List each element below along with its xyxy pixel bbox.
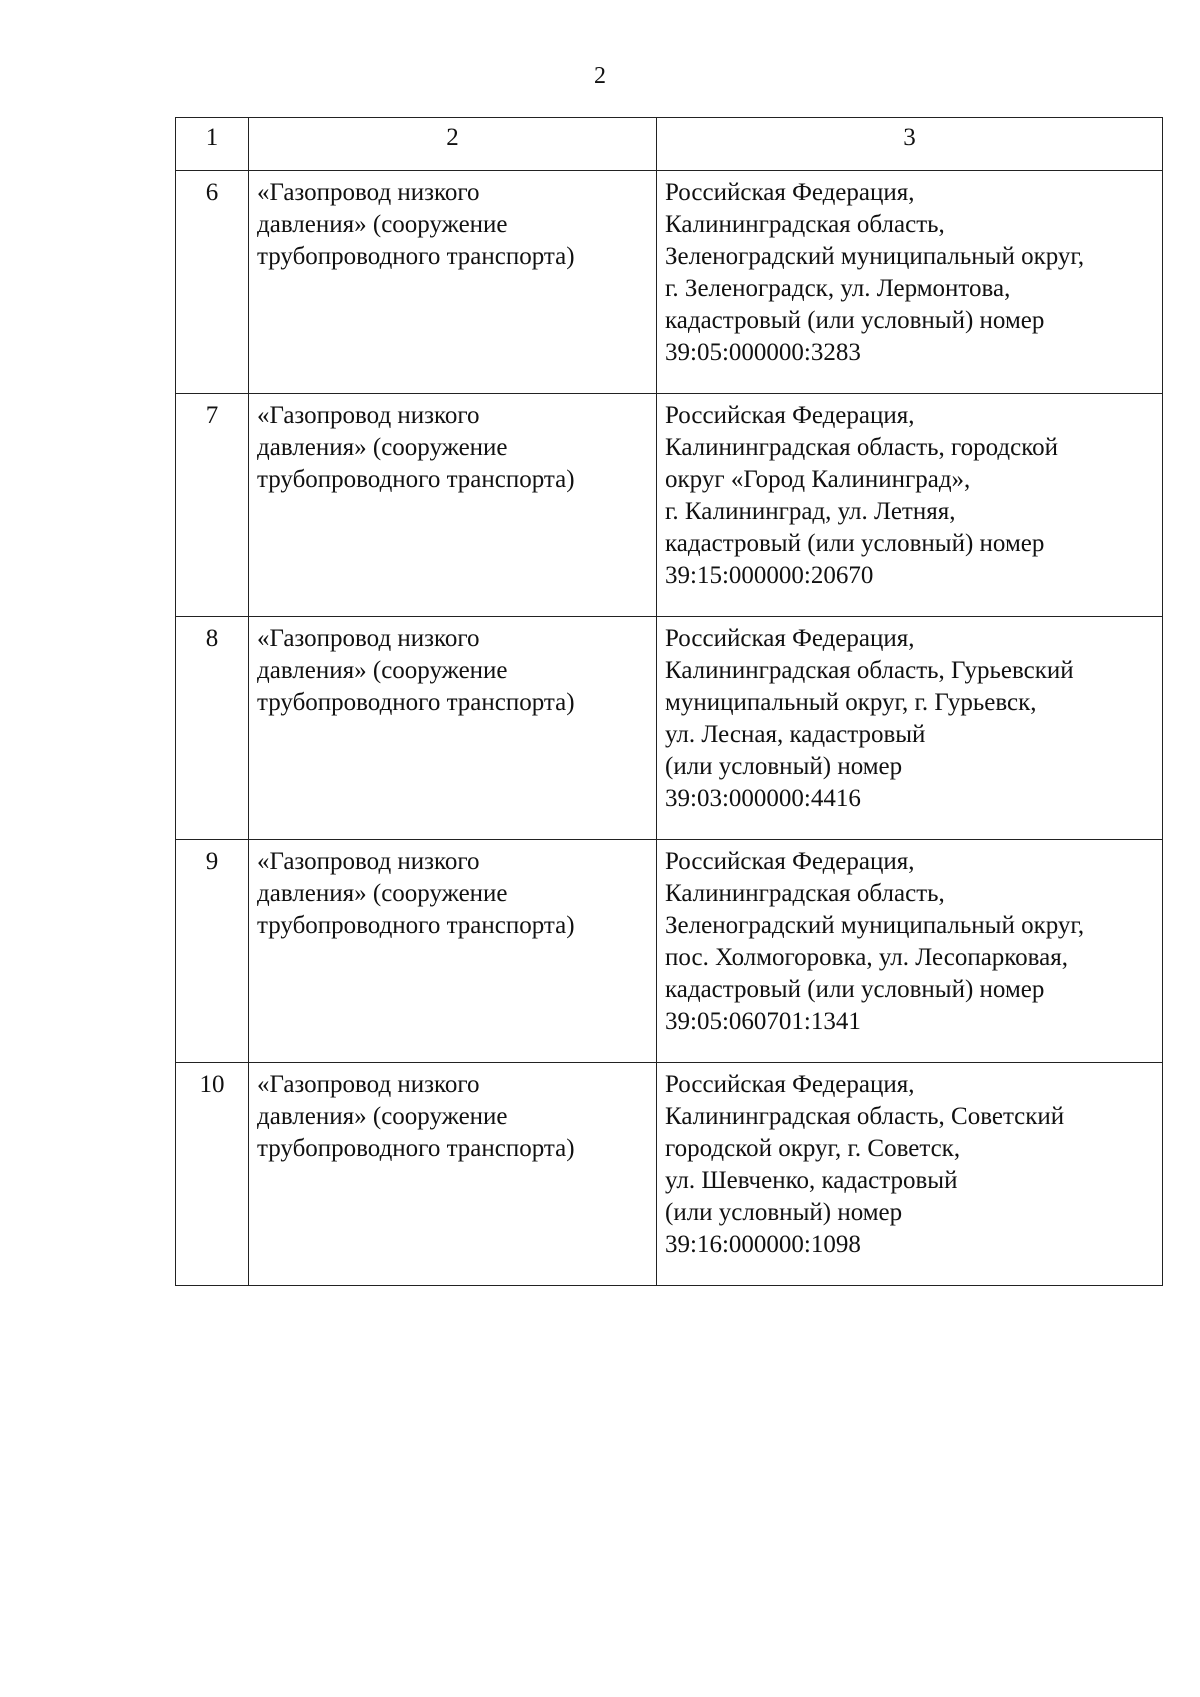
address-line: г. Зеленоградск, ул. Лермонтова, (665, 275, 1011, 302)
column-header-1: 1 (176, 118, 249, 171)
object-description (249, 171, 657, 394)
description-line: «Газопровод низкого (257, 179, 480, 206)
object-address (657, 171, 1163, 394)
address-line: ул. Лесная, кадастровый (665, 721, 926, 748)
description-line: «Газопровод низкого (257, 848, 480, 875)
object-address (657, 840, 1163, 1063)
address-line: Зеленоградский муниципальный округ, (665, 912, 1085, 939)
address-line: Российская Федерация, (665, 848, 915, 875)
address-line: (или условный) номер (665, 1199, 903, 1226)
column-header-2: 2 (249, 118, 657, 171)
description-line: «Газопровод низкого (257, 1071, 480, 1098)
address-line: Российская Федерация, (665, 179, 915, 206)
address-line: Зеленоградский муниципальный округ, (665, 243, 1085, 270)
description-line: давления» (сооружение (257, 880, 508, 907)
address-line: кадастровый (или условный) номер (665, 307, 1045, 334)
address-line: Калининградская область, городской (665, 434, 1059, 461)
address-line: кадастровый (или условный) номер (665, 530, 1045, 557)
cadastral-number: 39:05:000000:3283 (665, 339, 861, 366)
object-address (657, 617, 1163, 840)
object-description (249, 840, 657, 1063)
cadastral-number: 39:15:000000:20670 (665, 562, 874, 589)
description-line: трубопроводного транспорта) (257, 1135, 575, 1162)
description-line: трубопроводного транспорта) (257, 689, 575, 716)
table-row (176, 840, 1163, 1063)
table-row (176, 394, 1163, 617)
row-number: 10 (176, 1063, 249, 1286)
cadastral-number: 39:16:000000:1098 (665, 1231, 861, 1258)
address-line: г. Калининград, ул. Летняя, (665, 498, 956, 525)
row-number: 8 (176, 617, 249, 840)
page-number: 2 (594, 63, 606, 89)
address-line: городской округ, г. Советск, (665, 1135, 961, 1162)
table-row (176, 617, 1163, 840)
table-row (176, 1063, 1163, 1286)
cadastral-number: 39:05:060701:1341 (665, 1008, 861, 1035)
column-header-3: 3 (657, 118, 1163, 171)
object-description (249, 617, 657, 840)
address-line: Российская Федерация, (665, 1071, 915, 1098)
address-line: округ «Город Калининград», (665, 466, 971, 493)
address-line: Калининградская область, Гурьевский (665, 657, 1074, 684)
address-line: Российская Федерация, (665, 402, 915, 429)
description-line: давления» (сооружение (257, 657, 508, 684)
cadastral-number: 39:03:000000:4416 (665, 785, 861, 812)
address-line: Российская Федерация, (665, 625, 915, 652)
row-number: 7 (176, 394, 249, 617)
object-description (249, 1063, 657, 1286)
address-line: ул. Шевченко, кадастровый (665, 1167, 958, 1194)
description-line: трубопроводного транспорта) (257, 912, 575, 939)
row-number: 6 (176, 171, 249, 394)
object-description (249, 394, 657, 617)
address-line: Калининградская область, (665, 211, 945, 238)
row-number: 9 (176, 840, 249, 1063)
object-address (657, 1063, 1163, 1286)
address-line: (или условный) номер (665, 753, 903, 780)
address-line: Калининградская область, (665, 880, 945, 907)
description-line: «Газопровод низкого (257, 402, 480, 429)
table-row (176, 171, 1163, 394)
description-line: давления» (сооружение (257, 1103, 508, 1130)
description-line: трубопроводного транспорта) (257, 466, 575, 493)
description-line: давления» (сооружение (257, 434, 508, 461)
description-line: давления» (сооружение (257, 211, 508, 238)
address-line: Калининградская область, Советский (665, 1103, 1065, 1130)
table-header-row (176, 118, 1163, 171)
description-line: «Газопровод низкого (257, 625, 480, 652)
object-address (657, 394, 1163, 617)
description-line: трубопроводного транспорта) (257, 243, 575, 270)
address-line: кадастровый (или условный) номер (665, 976, 1045, 1003)
address-line: пос. Холмогоровка, ул. Лесопарковая, (665, 944, 1068, 971)
address-line: муниципальный округ, г. Гурьевск, (665, 689, 1037, 716)
property-table (175, 117, 1163, 1286)
